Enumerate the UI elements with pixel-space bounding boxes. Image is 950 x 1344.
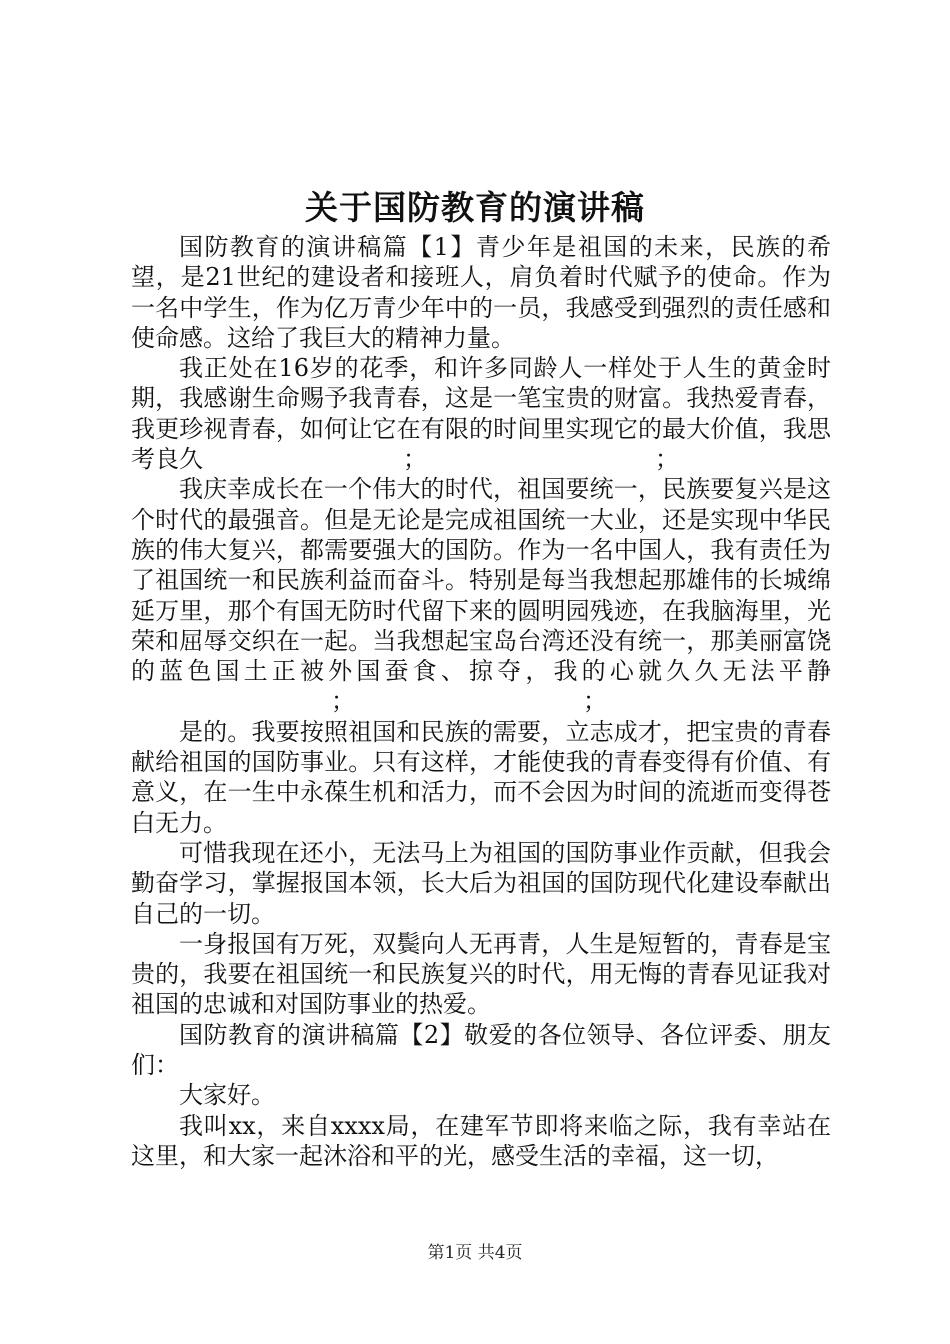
paragraph-4: 是的。我要按照祖国和民族的需要，立志成才，把宝贵的青春献给祖国的国防事业。只有这样，才能使我的青春变得有价值、有意义，在一生中永葆生机和活力，而不会因为时间的流逝而变得苍白无力。: [131, 717, 831, 837]
semicolon-mark: ；: [331, 687, 355, 716]
paragraph-3: [131, 474, 831, 716]
paragraph-3-text: 我庆幸成长在一个伟大的时代，祖国要统一，民族要复兴是这个时代的最强音。但是无论是完成祖国统一大业，还是实现中华民族的伟大复兴，都需要强大的国防。作为一名中国人，我有责任为了祖国统一和民族利益而奋斗。特别是每当我想起那雄伟的长城绵延万里，那个有国无防时代留下来的圆明园残迹，在我脑海里，光荣和屈辱交织在一起。当我想起宝岛台湾还没有统一，那美丽富饶的蓝色国土正被外国蚕食、掠夺，我的心就久久无法平静: [131, 475, 831, 686]
paragraph-5: 可惜我现在还小，无法马上为祖国的国防事业作贡献，但我会勤奋学习，掌握报国本领，长大后为祖国的国防现代化建设奉献出自己的一切。: [131, 838, 831, 928]
semicolon-mark: ；: [583, 687, 607, 716]
semicolon-mark: ；: [403, 445, 427, 474]
paragraph-2: [131, 353, 831, 474]
paragraph-9: 我叫xx，来自xxxx局，在建军节即将来临之际，我有幸站在这里，和大家一起沐浴和平的光，感受生活的幸福，这一切，: [131, 1111, 831, 1170]
paragraph-2-text: 我正处在16岁的花季，和许多同龄人一样处于人生的黄金时期，我感谢生命赐予我青春，这是一笔宝贵的财富。我热爱青春，我更珍视青春，如何让它在有限的时间里实现它的最大价值，我思考良久: [131, 354, 831, 474]
semicolon-mark: ；: [655, 445, 679, 474]
paragraph-7: 国防教育的演讲稿篇【2】敬爱的各位领导、各位评委、朋友们：: [131, 1020, 831, 1080]
paragraph-1: 国防教育的演讲稿篇【1】青少年是祖国的未来，民族的希望，是21世纪的建设者和接班人，肩负着时代赋予的使命。作为一名中学生，作为亿万青少年中的一员，我感受到强烈的责任感和使命感。这给了我巨大的精神力量。: [131, 233, 831, 352]
paragraph-6: 一身报国有万死，双鬓向人无再青，人生是短暂的，青春是宝贵的，我要在祖国统一和民族复兴的时代，用无悔的青春见证我对祖国的忠诚和对国防事业的热爱。: [131, 929, 831, 1019]
document-body: [131, 232, 831, 1171]
paragraph-8: 大家好。: [179, 1081, 275, 1110]
document-title: 关于国防教育的演讲稿: [305, 188, 645, 227]
page-footer: 第1页 共4页: [427, 1243, 523, 1263]
